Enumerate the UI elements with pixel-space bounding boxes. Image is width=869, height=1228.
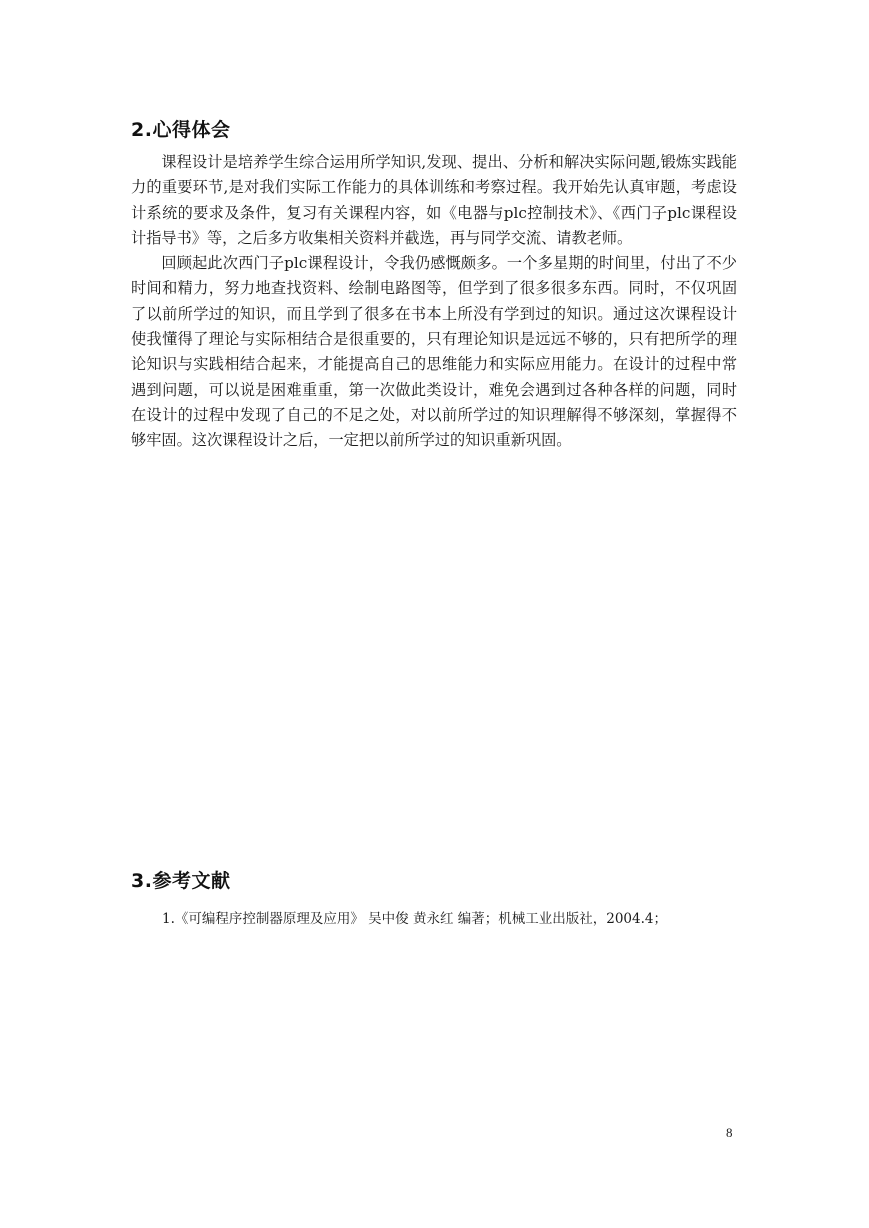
page-number: 8 bbox=[726, 1125, 733, 1140]
section-heading-reflections: 2.心得体会 bbox=[131, 119, 231, 141]
paragraph: 回顾起此次西门子plc课程设计，令我仍感慨颇多。一个多星期的时间里，付出了不少时间和精力，努力地查找资料、绘制电路图等，但学到了很多很多东西。同时，不仅巩固了以前所学过的知识，而且学到了很多在书本上所没有学到过的知识。通过这次课程设计使我懂得了理论与实际相结合是很重要的，只有理论知识是远远不够的，只有把所学的理论知识与实践相结合起来，才能提高自己的思维能力和实际应用能力。在设计的过程中常遇到问题，可以说是困难重重，第一次做此类设计，难免会遇到过各种各样的问题，同时在设计的过程中发现了自己的不足之处，对以前所学过的知识理解得不够深刻，掌握得不够牢固。这次课程设计之后，一定把以前所学过的知识重新巩固。 bbox=[131, 254, 737, 450]
reflection-body bbox=[131, 150, 737, 454]
reference-list bbox=[162, 909, 762, 929]
reference-item: 1.《可编程序控制器原理及应用》 吴中俊 黄永红 编著；机械工业出版社，2004.4； bbox=[162, 911, 667, 927]
section-heading-references: 3.参考文献 bbox=[131, 870, 231, 892]
paragraph: 课程设计是培养学生综合运用所学知识,发现、提出、分析和解决实际问题,锻炼实践能力的重要环节,是对我们实际工作能力的具体训练和考察过程。我开始先认真审题，考虑设计系统的要求及条件，复习有关课程内容，如《电器与plc控制技术》、《西门子plc课程设计指导书》等，之后多方收集相关资料并截选，再与同学交流、请教老师。 bbox=[131, 153, 737, 247]
